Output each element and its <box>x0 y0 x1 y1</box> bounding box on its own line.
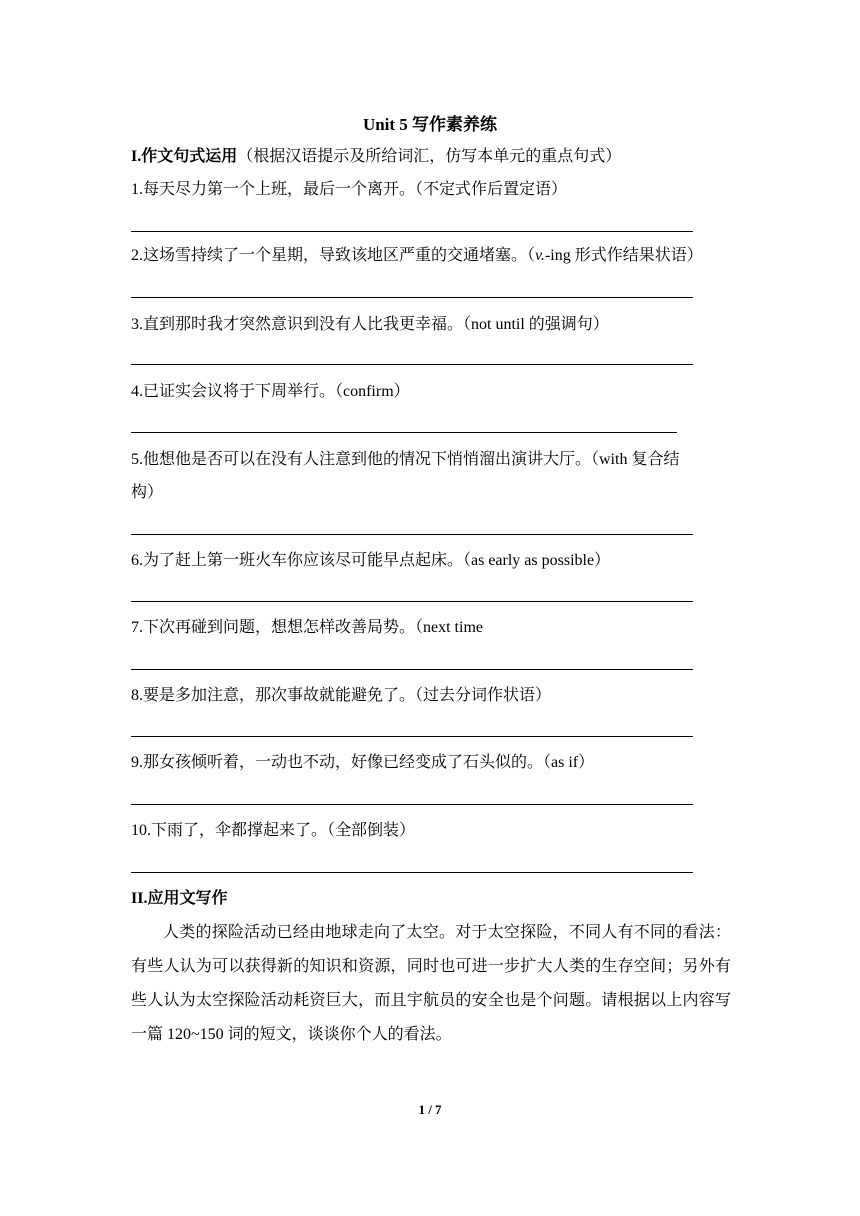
section2-paragraph: 人类的探险活动已经由地球走向了太空。对于太空探险，不同人有不同的看法：有些人认为可以获得新的知识和资源，同时也可进一步扩大人类的生存空间；另外有些人认为太空探险活动耗资巨大，而且宇航员的安全也是个问题。请根据以上内容写一篇 120~150 词的短文，谈谈你个人的看法。 <box>131 924 731 1043</box>
item-7: 7.下次再碰到问题，想想怎样改善局势。（next time <box>131 619 483 636</box>
section1-instruction: （根据汉语提示及所给词汇，仿写本单元的重点句式） <box>237 148 622 165</box>
item-9: 9.那女孩倾听着，一动也不动，好像已经变成了石头似的。（as if） <box>131 754 595 771</box>
answer-blank-2[interactable] <box>131 297 693 298</box>
answer-blank-4[interactable] <box>131 432 677 433</box>
item-8: 8.要是多加注意，那次事故就能避免了。（过去分词作状语） <box>131 687 552 704</box>
answer-blank-10[interactable] <box>131 872 693 873</box>
answer-blank-8[interactable] <box>131 736 693 737</box>
answer-blank-5[interactable] <box>131 534 693 535</box>
answer-blank-3[interactable] <box>131 364 693 365</box>
section1-heading: I.作文句式运用 <box>131 148 238 165</box>
item-3: 3.直到那时我才突然意识到没有人比我更幸福。（not until 的强调句） <box>131 316 609 333</box>
page-title: Unit 5 写作素养练 <box>362 115 498 134</box>
item-5-cont: 构） <box>131 484 164 501</box>
item-4: 4.已证实会议将于下周举行。（confirm） <box>131 383 410 400</box>
page-number: 1 / 7 <box>418 1102 442 1117</box>
answer-blank-6[interactable] <box>131 601 693 602</box>
item-2 <box>131 246 703 266</box>
item-6: 6.为了赶上第一班火车你应该尽可能早点起床。（as early as possible） <box>131 552 611 569</box>
answer-blank-7[interactable] <box>131 669 693 670</box>
item-2-text: 2.这场雪持续了一个星期，导致该地区严重的交通堵塞。（ <box>131 247 536 264</box>
section1-heading-line <box>131 147 621 167</box>
answer-blank-9[interactable] <box>131 804 693 805</box>
item-10: 10.下雨了，伞都撑起来了。（全部倒装） <box>131 822 416 839</box>
section2-heading: II.应用文写作 <box>131 890 228 907</box>
item-5: 5.他想他是否可以在没有人注意到他的情况下悄悄溜出演讲大厅。（with 复合结 <box>131 451 680 468</box>
item-2-italic: v. <box>535 247 545 264</box>
item-1: 1.每天尽力第一个上班，最后一个离开。（不定式作后置定语） <box>131 181 568 198</box>
answer-blank-1[interactable] <box>131 231 693 232</box>
item-2-tail: -ing 形式作结果状语） <box>544 247 703 264</box>
